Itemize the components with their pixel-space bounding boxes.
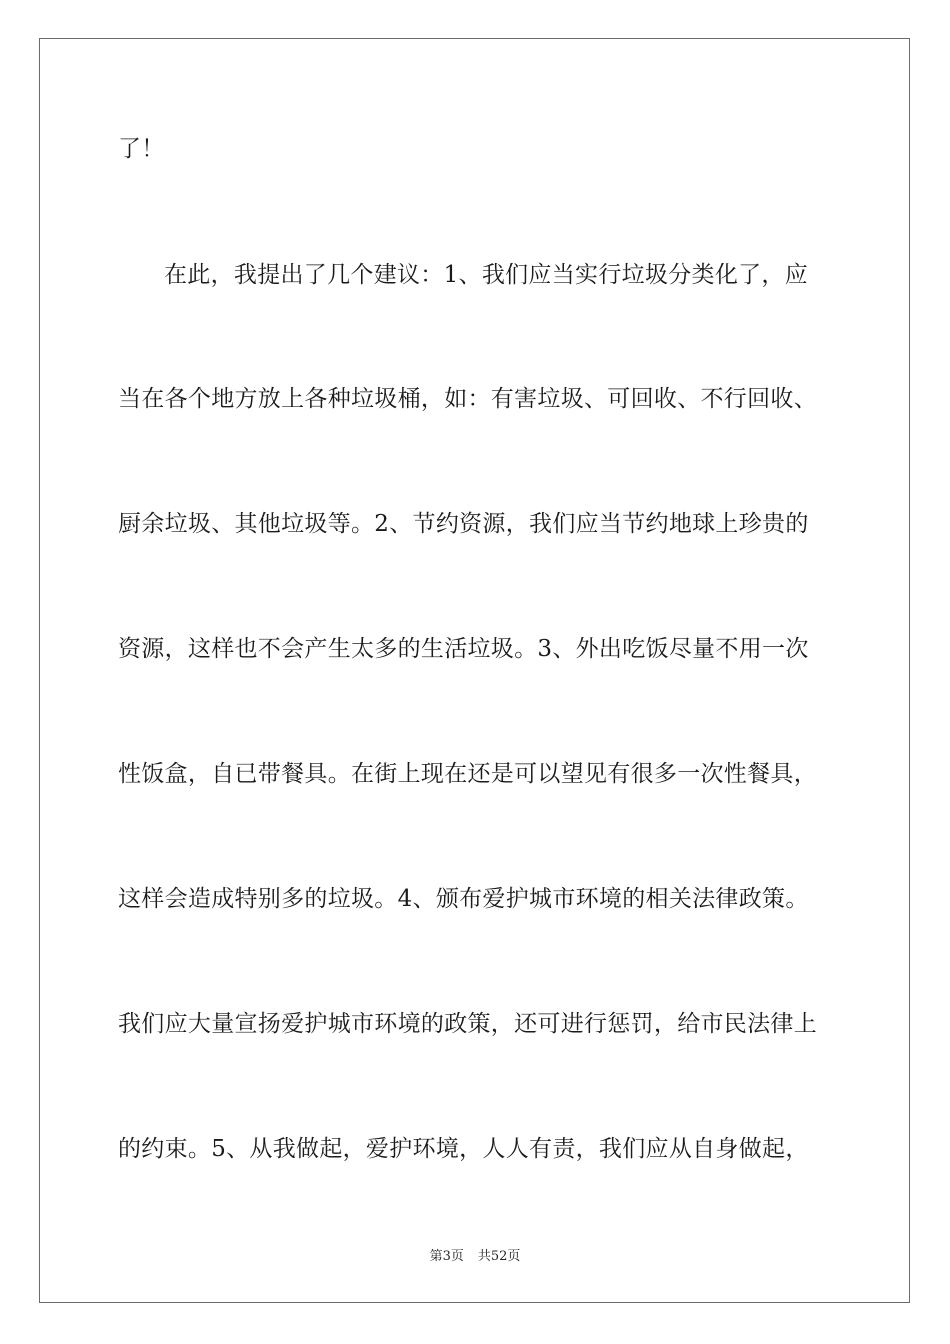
text-line-8: 我们应大量宣扬爱护城市环境的政策，还可进行惩罚，给市民法律上 bbox=[118, 1011, 817, 1037]
page-footer bbox=[0, 1248, 950, 1266]
page-number: 第3页 bbox=[429, 1249, 464, 1264]
text-line-2: 在此，我提出了几个建议：1、我们应当实行垃圾分类化了，应 bbox=[164, 262, 809, 288]
text-line-6: 性饭盒，自已带餐具。在街上现在还是可以望见有很多一次性餐具， bbox=[118, 761, 817, 787]
text-line-9: 的约束。5、从我做起，爱护环境，人人有责，我们应从自身做起， bbox=[118, 1136, 809, 1162]
page-total: 共52页 bbox=[477, 1249, 521, 1264]
text-line-4: 厨余垃圾、其他垃圾等。2、节约资源，我们应当节约地球上珍贵的 bbox=[118, 511, 809, 537]
text-line-1: 了！ bbox=[118, 136, 165, 162]
text-line-5: 资源，这样也不会产生太多的生活垃圾。3、外出吃饭尽量不用一次 bbox=[118, 636, 809, 662]
page-frame bbox=[39, 38, 910, 1303]
text-line-3: 当在各个地方放上各种垃圾桶，如：有害垃圾、可回收、不行回收、 bbox=[118, 386, 817, 412]
text-line-7: 这样会造成特别多的垃圾。4、颁布爱护城市环境的相关法律政策。 bbox=[118, 886, 809, 912]
